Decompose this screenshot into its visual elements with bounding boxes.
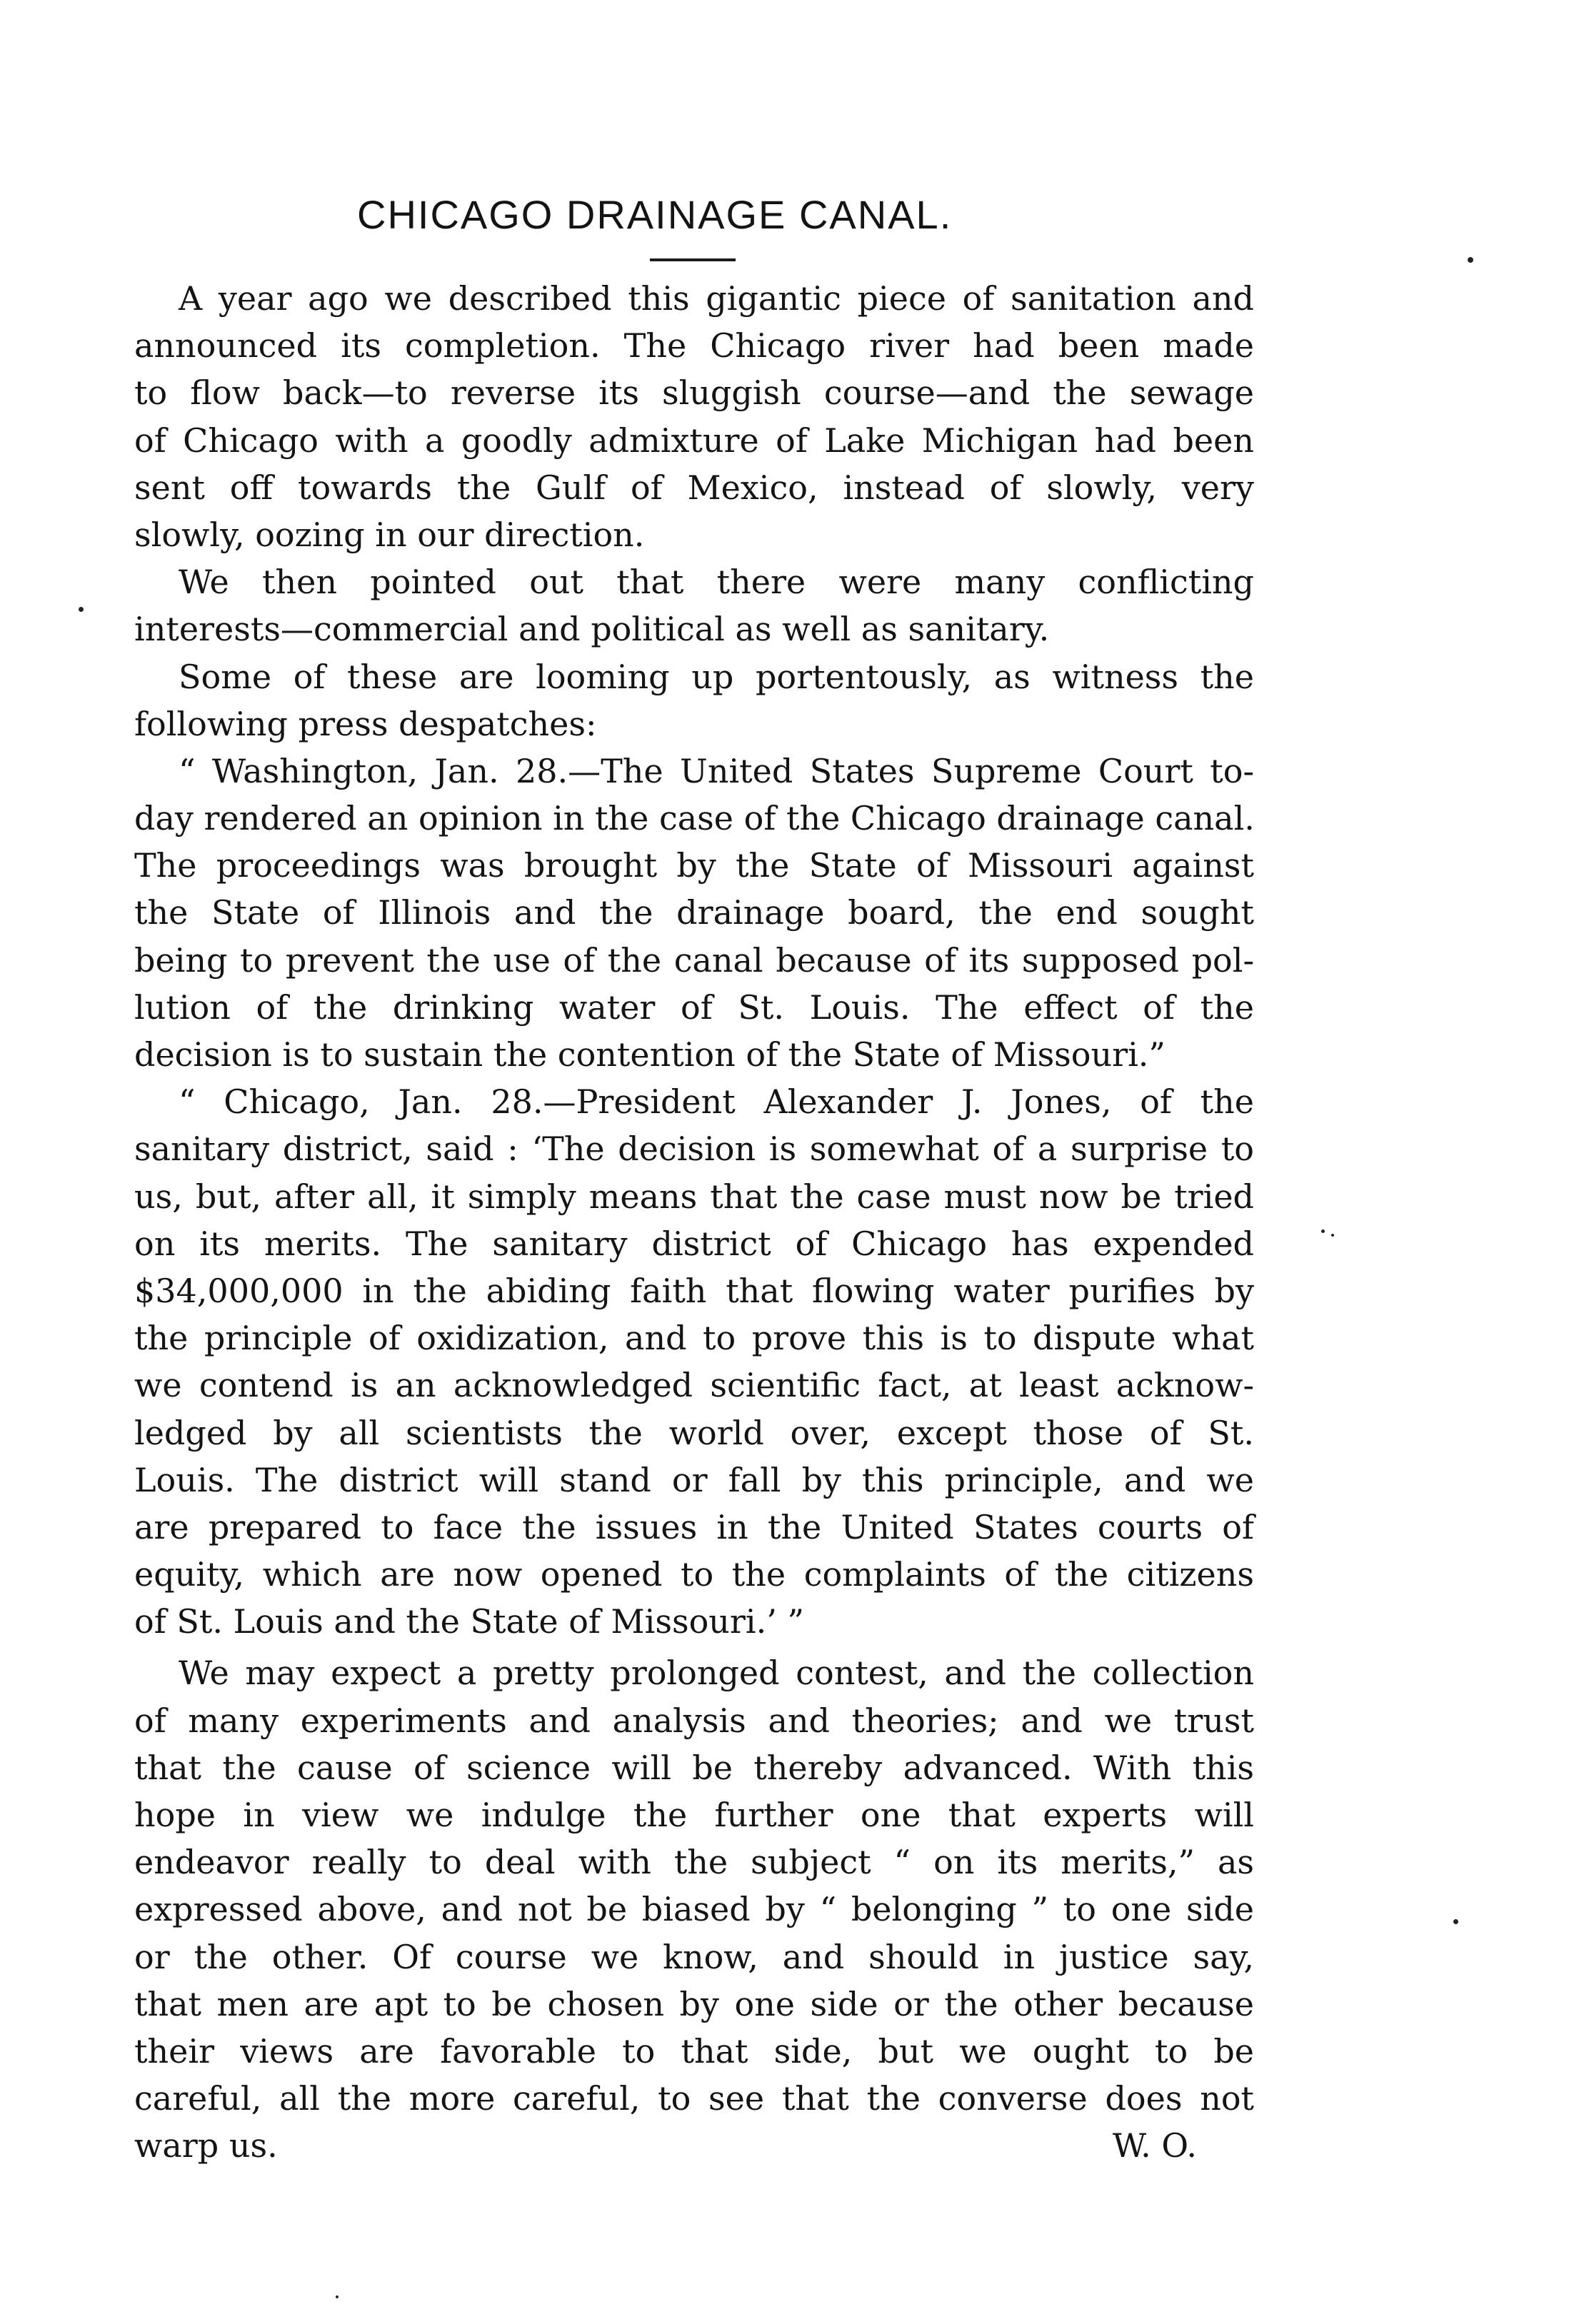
text-line: We then pointed out that there were many conflicting — [179, 563, 1254, 602]
text-line: warp us. — [134, 2126, 278, 2165]
text-line: are prepared to face the issues in the United States courts of — [134, 1507, 1254, 1546]
article-body — [134, 275, 1254, 2170]
text-line: of many experiments and analysis and theories; and we trust — [134, 1701, 1254, 1740]
paragraph — [134, 558, 1254, 653]
print-speck — [1331, 1234, 1334, 1237]
text-line: of St. Louis and the State of Missouri.’ ” — [134, 1602, 804, 1641]
text-line: that men are apt to be chosen by one side or the other because — [134, 1984, 1254, 2023]
paragraph — [134, 653, 1254, 748]
quoted-despatch-chicago — [134, 1078, 1254, 1645]
text-line: Louis. The district will stand or fall by this principle, and we — [134, 1460, 1254, 1499]
text-line: We may expect a pretty prolonged contest, and the collection — [179, 1654, 1254, 1693]
text-line: lution of the drinking water of St. Louis. The effect of the — [134, 987, 1254, 1027]
print-speck — [1468, 257, 1473, 263]
text-line: A year ago we described this gigantic piece of sanitation and — [179, 279, 1254, 318]
text-line: sent off towards the Gulf of Mexico, instead of slowly, very — [134, 468, 1254, 507]
text-line: endeavor really to deal with the subject “ on its merits,” as — [134, 1843, 1254, 1882]
text-line: to flow back—to reverse its sluggish course—and the sewage — [134, 373, 1254, 413]
quoted-despatch-washington — [134, 748, 1254, 1078]
print-speck — [336, 2295, 339, 2298]
text-line: equity, which are now opened to the complaints of the citizens — [134, 1555, 1254, 1594]
text-line: Some of these are looming up portentously, as witness the — [179, 657, 1254, 696]
text-line: slowly, oozing in our direction. — [134, 515, 645, 554]
print-speck — [79, 607, 84, 612]
text-line: hope in view we indulge the further one that experts will — [134, 1796, 1254, 1834]
print-speck — [1321, 1229, 1325, 1233]
paragraph — [134, 1649, 1254, 2169]
text-line: announced its completion. The Chicago river had been made — [134, 326, 1254, 366]
text-line: careful, all the more careful, to see that the converse does not — [134, 2079, 1254, 2118]
text-line: that the cause of science will be thereby advanced. With this — [134, 1748, 1254, 1787]
text-line: The proceedings was brought by the State of Missouri against — [134, 846, 1254, 885]
text-line: day rendered an opinion in the case of the Chicago drainage canal. — [134, 799, 1255, 838]
text-line: being to prevent the use of the canal because of its supposed pol- — [134, 940, 1254, 980]
closing-line — [134, 2122, 1254, 2169]
text-line: “ Chicago, Jan. 28.—President Alexander J. Jones, of the — [179, 1082, 1254, 1122]
text-line: the principle of oxidization, and to prove this is to dispute what — [134, 1319, 1254, 1358]
text-line: interests—commercial and political as well as sanitary. — [134, 610, 1050, 649]
text-line: on its merits. The sanitary district of Chicago has expended — [134, 1224, 1254, 1263]
text-line: of Chicago with a goodly admixture of Lake Michigan had been — [134, 421, 1254, 460]
text-line: ledged by all scientists the world over, except those of St. — [134, 1413, 1254, 1452]
print-speck — [1453, 1919, 1458, 1924]
text-line: $34,000,000 in the abiding faith that flowing water purifies by — [134, 1271, 1254, 1310]
text-line: the State of Illinois and the drainage board, the end sought — [134, 893, 1254, 932]
text-line: us, but, after all, it simply means that the case must now be tried — [134, 1177, 1254, 1216]
text-line: we contend is an acknowledged scientific fact, at least acknow- — [134, 1366, 1254, 1405]
text-line: sanitary district, said : ‘The decision is somewhat of a surprise to — [134, 1130, 1254, 1169]
title-rule — [650, 258, 736, 261]
text-line: their views are favorable to that side, but we ought to be — [134, 2031, 1254, 2071]
text-line: following press despatches: — [134, 704, 597, 743]
paragraph — [134, 275, 1254, 558]
article-title: CHICAGO DRAINAGE CANAL. — [357, 192, 953, 237]
text-line: decision is to sustain the contention of the State of Missouri.” — [134, 1035, 1166, 1074]
author-signature: W. O. — [1112, 2126, 1197, 2165]
text-line: or the other. Of course we know, and should in justice say, — [134, 1937, 1254, 1976]
text-line: expressed above, and not be biased by “ belonging ” to one side — [134, 1890, 1254, 1929]
text-line: “ Washington, Jan. 28.—The United States Supreme Court to- — [179, 751, 1254, 790]
